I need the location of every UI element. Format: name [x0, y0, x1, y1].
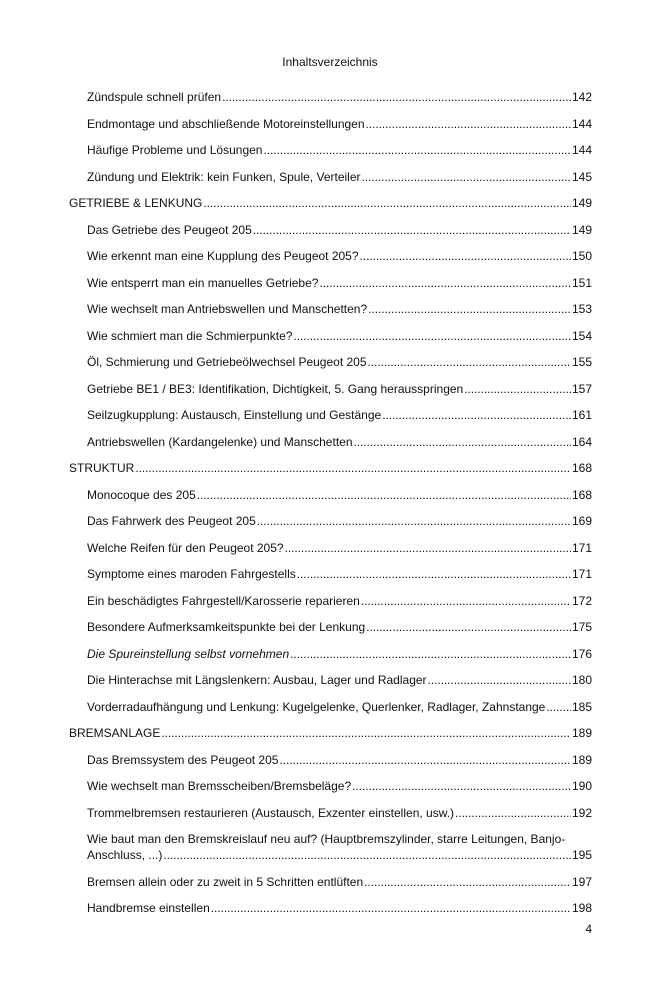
- dot-leader: [163, 847, 571, 863]
- toc-section-entry[interactable]: [69, 725, 592, 752]
- toc-entry-title: Seilzugkupplung: Austausch, Einstellung und Gestänge: [87, 408, 382, 422]
- toc-entry-title: Das Getriebe des Peugeot 205: [87, 222, 252, 237]
- dot-leader: [263, 142, 571, 158]
- toc-entry[interactable]: [69, 89, 592, 116]
- toc-entry-title: STRUKTUR: [69, 461, 135, 475]
- toc-entry-line: [87, 407, 592, 423]
- toc-entry-line: [87, 778, 592, 794]
- page-header: Inhaltsverzeichnis: [282, 55, 378, 69]
- toc-entry-line: [87, 805, 592, 821]
- toc-entry-line: [69, 195, 592, 211]
- toc-entry[interactable]: [69, 487, 592, 514]
- toc-entry-page: 198: [571, 901, 592, 915]
- toc-entry[interactable]: [69, 169, 592, 196]
- toc-entry-page: 157: [571, 381, 592, 396]
- toc-entry[interactable]: [69, 619, 592, 646]
- toc-entry-page: 144: [571, 116, 592, 131]
- toc-entry[interactable]: [69, 593, 592, 620]
- toc-entry-page: 155: [571, 355, 592, 369]
- toc-entry-page: 164: [571, 434, 592, 449]
- dot-leader: [361, 593, 571, 609]
- toc-entry[interactable]: [69, 407, 592, 434]
- toc-entry[interactable]: [69, 566, 592, 593]
- toc-entry-page: 185: [571, 699, 592, 714]
- toc-entry[interactable]: [69, 752, 592, 779]
- toc-entry-line: [87, 169, 592, 185]
- toc-entry-page: 172: [571, 593, 592, 608]
- toc-entry-page: 197: [571, 874, 592, 889]
- toc-entry-page: 154: [571, 328, 592, 343]
- toc-entry-page: 171: [571, 540, 592, 555]
- dot-leader: [253, 222, 571, 238]
- toc-entry-line: [87, 328, 592, 344]
- toc-entry-line: [69, 460, 592, 476]
- toc-entry-title: Zündspule schnell prüfen: [87, 90, 222, 104]
- toc-entry-title: Handbremse einstellen: [87, 901, 210, 915]
- toc-entry-line: [87, 699, 592, 715]
- toc-entry-title: Symptome eines maroden Fahrgestells: [87, 567, 296, 581]
- toc-entry-page: 180: [571, 673, 592, 687]
- toc-entry-line: [87, 434, 592, 450]
- dot-leader: [197, 487, 571, 503]
- toc-entry-page: 169: [571, 514, 592, 528]
- toc-entry-title: Wie wechselt man Antriebswellen und Manschetten?: [87, 302, 368, 316]
- toc-entry-line: [87, 513, 592, 529]
- dot-leader: [161, 725, 571, 741]
- toc-entry-title: Das Fahrwerk des Peugeot 205: [87, 514, 256, 528]
- toc-entry-title: Bremsen allein oder zu zweit in 5 Schritten entlüften: [87, 874, 364, 889]
- toc-entry-page: 190: [571, 779, 592, 793]
- toc-section-entry[interactable]: [69, 195, 592, 222]
- toc-entry-title: Welche Reifen für den Peugeot 205?: [87, 540, 284, 555]
- toc-entry-line: [87, 847, 592, 863]
- toc-entry[interactable]: [69, 248, 592, 275]
- toc-entry-title: GETRIEBE & LENKUNG: [69, 196, 203, 210]
- dot-leader: [464, 381, 571, 397]
- toc-entry-title: Das Bremssystem des Peugeot 205: [87, 752, 279, 767]
- toc-entry[interactable]: [69, 540, 592, 567]
- toc-entry-line: [87, 672, 592, 688]
- dot-leader: [455, 805, 571, 821]
- toc-entry-line: [87, 540, 592, 556]
- toc-entry-page: 171: [571, 567, 592, 581]
- dot-leader: [211, 900, 571, 916]
- dot-leader: [319, 275, 571, 291]
- toc-entry-page: 192: [571, 805, 592, 820]
- toc-entry[interactable]: [69, 513, 592, 540]
- toc-entry-title: Ein beschädigtes Fahrgestell/Karosserie reparieren: [87, 593, 360, 608]
- toc-entry-page: 142: [571, 90, 592, 104]
- dot-leader: [135, 460, 571, 476]
- toc-entry-title: Häufige Probleme und Lösungen: [87, 143, 263, 157]
- dot-leader: [285, 540, 571, 556]
- toc-entry-page: 144: [571, 143, 592, 157]
- dot-leader: [293, 328, 571, 344]
- dot-leader: [366, 116, 571, 132]
- toc-section-entry[interactable]: [69, 460, 592, 487]
- toc-entry-line: [87, 222, 592, 238]
- toc-entry-page: 189: [571, 726, 592, 740]
- dot-leader: [297, 566, 571, 582]
- toc-entry-line: [87, 381, 592, 397]
- toc-entry-line: [87, 566, 592, 582]
- dot-leader: [360, 248, 571, 264]
- toc-entry[interactable]: [69, 646, 592, 673]
- toc-entry-title: Getriebe BE1 / BE3: Identifikation, Dichtigkeit, 5. Gang herausspringen: [87, 381, 464, 396]
- toc-entry[interactable]: [69, 381, 592, 408]
- toc-entry-title: Wie entsperrt man ein manuelles Getriebe?: [87, 275, 319, 290]
- toc-entry-line: [69, 725, 592, 741]
- table-of-contents: [69, 89, 592, 927]
- toc-entry-page: 145: [571, 169, 592, 184]
- toc-entry-page: 195: [571, 848, 592, 862]
- dot-leader: [546, 699, 571, 715]
- toc-entry-line: [87, 646, 592, 662]
- toc-entry-title: Besondere Aufmerksamkeitspunkte bei der Lenkung: [87, 620, 366, 634]
- toc-entry-line: [87, 619, 592, 635]
- page-number: 4: [585, 922, 592, 936]
- toc-entry-line: [87, 487, 592, 503]
- toc-entry-page: 153: [571, 302, 592, 316]
- dot-leader: [279, 752, 571, 768]
- toc-entry-page: 149: [571, 196, 592, 210]
- toc-entry-line: [87, 89, 592, 105]
- toc-entry[interactable]: [69, 434, 592, 461]
- toc-entry-title: Wie wechselt man Bremsscheiben/Bremsbeläge?: [87, 779, 352, 793]
- dot-leader: [352, 778, 571, 794]
- toc-entry[interactable]: [69, 672, 592, 699]
- toc-entry-title: Wie schmiert man die Schmierpunkte?: [87, 328, 293, 343]
- toc-entry-line: [87, 354, 592, 370]
- toc-entry-page: 161: [571, 408, 592, 422]
- toc-entry-line: [87, 116, 592, 132]
- dot-leader: [222, 89, 571, 105]
- toc-entry-title: Trommelbremsen restaurieren (Austausch, Exzenter einstellen, usw.): [87, 805, 455, 820]
- dot-leader: [382, 407, 571, 423]
- toc-entry-line: [87, 752, 592, 768]
- toc-entry-title: Die Spureinstellung selbst vornehmen: [87, 646, 290, 661]
- toc-entry-title: Die Hinterachse mit Längslenkern: Ausbau, Lager und Radlager: [87, 673, 427, 687]
- toc-entry[interactable]: [69, 805, 592, 832]
- toc-entry-line: [87, 248, 592, 264]
- dot-leader: [428, 672, 571, 688]
- toc-entry-page: 168: [571, 461, 592, 475]
- toc-entry-page: 168: [571, 487, 592, 502]
- toc-entry[interactable]: [69, 301, 592, 328]
- toc-entry[interactable]: [69, 699, 592, 726]
- toc-entry-title: BREMSANLAGE: [69, 726, 161, 740]
- toc-entry-line: [87, 874, 592, 890]
- toc-entry-title: Antriebswellen (Kardangelenke) und Manschetten: [87, 434, 353, 449]
- toc-entry-line: [87, 301, 592, 317]
- dot-leader: [362, 169, 571, 185]
- dot-leader: [354, 434, 571, 450]
- toc-entry-title: Vorderradaufhängung und Lenkung: Kugelgelenke, Querlenker, Radlager, Zahnstange: [87, 699, 546, 714]
- toc-entry-line: [87, 275, 592, 291]
- toc-entry-title: Zündung und Elektrik: kein Funken, Spule, Verteiler: [87, 169, 361, 184]
- toc-entry-title: Anschluss, ...): [87, 848, 163, 862]
- toc-entry[interactable]: [69, 116, 592, 143]
- toc-entry[interactable]: [69, 142, 592, 169]
- toc-entry[interactable]: [69, 778, 592, 805]
- toc-entry[interactable]: [69, 354, 592, 381]
- toc-entry[interactable]: [69, 831, 592, 874]
- toc-entry[interactable]: [69, 900, 592, 927]
- dot-leader: [257, 513, 571, 529]
- toc-entry-line: [87, 142, 592, 158]
- toc-entry-line: [87, 900, 592, 916]
- toc-entry[interactable]: [69, 275, 592, 302]
- toc-entry-title-line1: Wie baut man den Bremskreislauf neu auf? (Hauptbremszylinder, starre Leitungen, Banjo-: [87, 832, 566, 846]
- toc-entry-page: 151: [571, 275, 592, 290]
- dot-leader: [203, 195, 571, 211]
- toc-entry-title: Monocoque des 205: [87, 487, 196, 502]
- dot-leader: [366, 619, 571, 635]
- toc-entry-page: 176: [571, 646, 592, 661]
- dot-leader: [364, 874, 571, 890]
- toc-entry-title: Öl, Schmierung und Getriebeölwechsel Peugeot 205: [87, 355, 367, 369]
- dot-leader: [368, 354, 571, 370]
- dot-leader: [290, 646, 571, 662]
- toc-entry-title: Endmontage und abschließende Motoreinstellungen: [87, 116, 365, 131]
- toc-entry-page: 175: [571, 620, 592, 634]
- toc-entry-line: [87, 593, 592, 609]
- dot-leader: [368, 301, 571, 317]
- toc-entry-page: 149: [571, 222, 592, 237]
- toc-entry[interactable]: [69, 874, 592, 901]
- toc-entry-page: 189: [571, 752, 592, 767]
- toc-entry-page: 150: [571, 249, 592, 263]
- toc-entry-title: Wie erkennt man eine Kupplung des Peugeot 205?: [87, 249, 359, 263]
- toc-entry[interactable]: [69, 328, 592, 355]
- toc-entry[interactable]: [69, 222, 592, 249]
